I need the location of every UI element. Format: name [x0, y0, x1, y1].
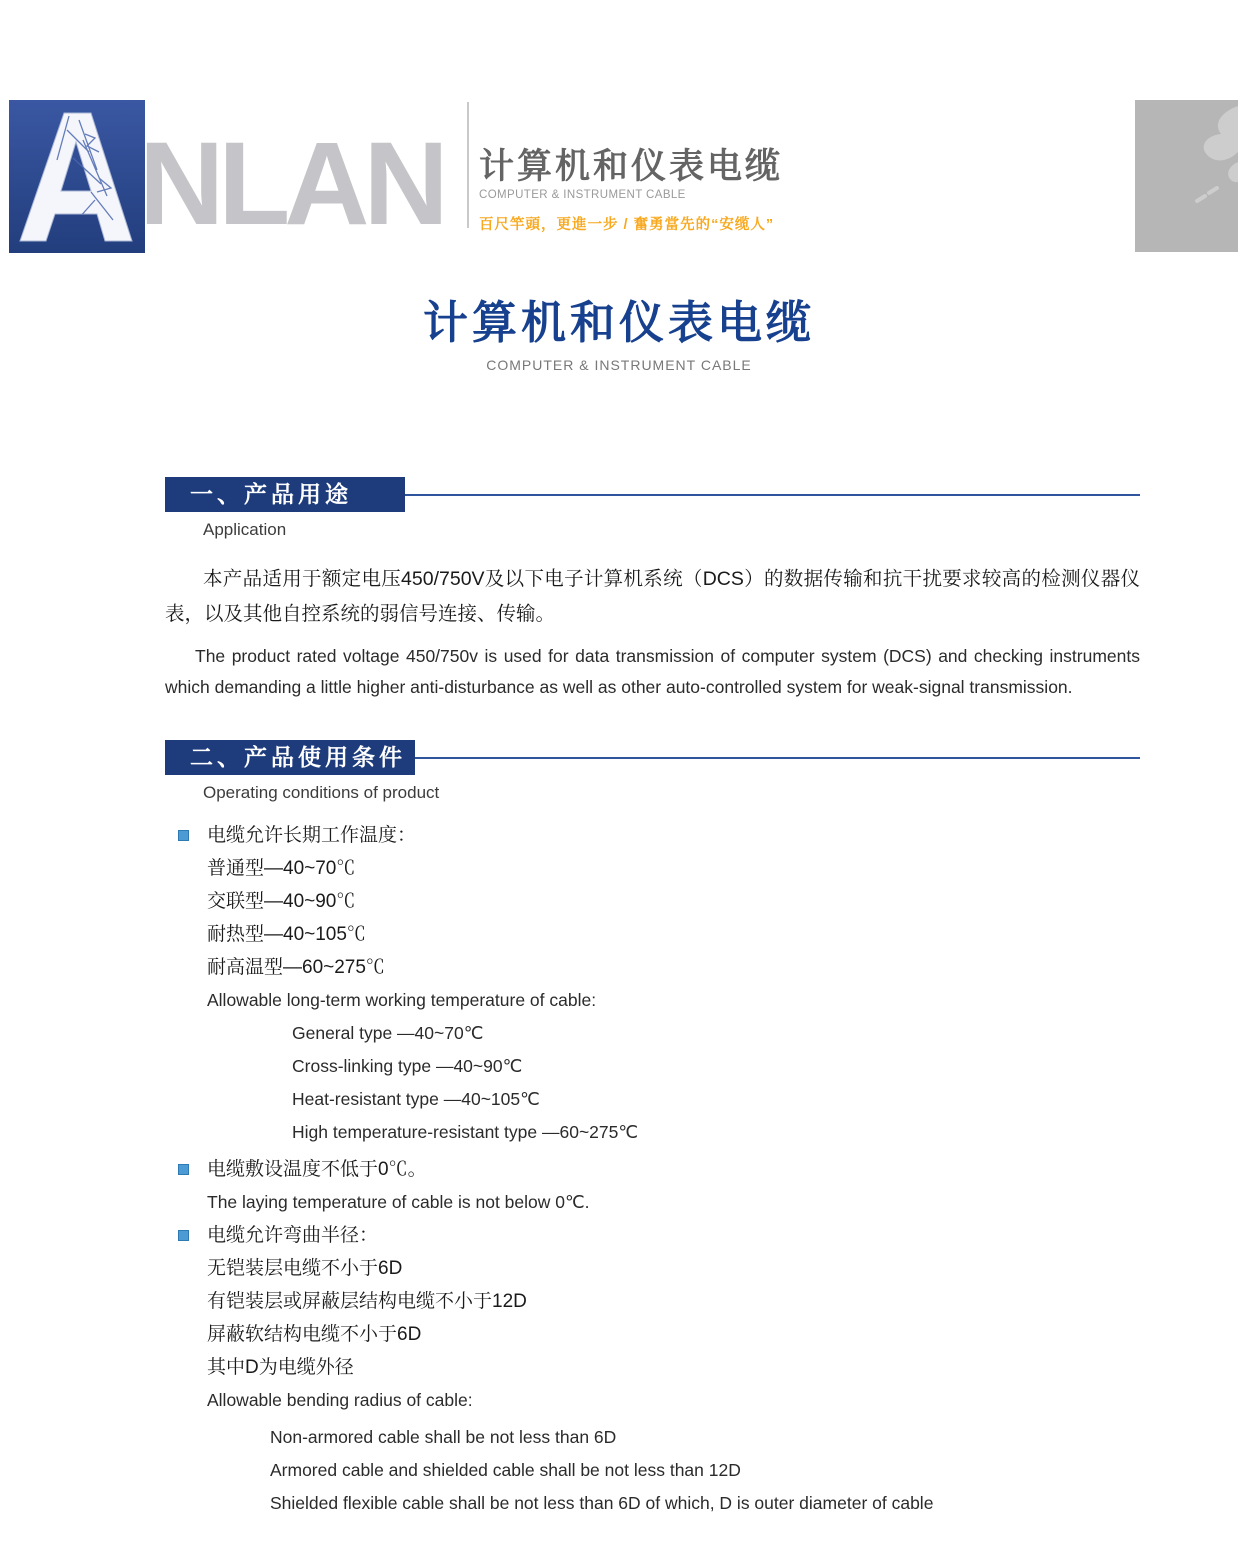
condition-title: 电缆允许弯曲半径： [207, 1225, 379, 1246]
section-heading-rule [405, 494, 1140, 496]
list-item [165, 1219, 1140, 1252]
condition-line: 有铠装层或屏蔽层结构电缆不小于12D [207, 1291, 527, 1312]
condition-line: 耐高温型—60~275℃ [207, 957, 385, 978]
application-paragraph-en: The product rated voltage 450/750v is used for data transmission of computer system (DCS) and checking instruments which demanding a little higher anti-disturbance as well as other auto-controlled system for weak-signal transmission. [165, 646, 1140, 697]
condition-line: 普通型—40~70℃ [207, 858, 356, 879]
condition-title: 电缆敷设温度不低于0℃。 [207, 1159, 427, 1180]
application-paragraph-cn: 本产品适用于额定电压450/750V及以下电子计算机系统（DCS）的数据传输和抗干扰要求较高的检测仪器仪表，以及其他自控系统的弱信号连接、传输。 [165, 568, 1140, 625]
condition-line: 交联型—40~90℃ [207, 891, 356, 912]
header-product-name-cn: 计算机和仪表电缆 [479, 147, 784, 186]
section-application [165, 477, 1140, 703]
anlan-logo-icon [9, 100, 145, 253]
list-item [165, 1153, 1140, 1186]
square-bullet-icon [178, 1230, 189, 1241]
square-bullet-icon [178, 830, 189, 841]
conditions-list [165, 819, 1140, 1520]
condition-line-en: Non-armored cable shall be not less than 6D [270, 1427, 617, 1447]
condition-line-en: Shielded flexible cable shall be not less than 6D of which, D is outer diameter of cable [270, 1493, 934, 1513]
section-operating-conditions [165, 740, 1140, 1520]
condition-line-en: Armored cable and shielded cable shall be not less than 12D [270, 1460, 741, 1480]
condition-line: 无铠装层电缆不小于6D [207, 1258, 403, 1279]
condition-line-en: General type —40~70℃ [292, 1023, 484, 1043]
condition-line: 屏蔽软结构电缆不小于6D [207, 1324, 422, 1345]
condition-line: 耐热型—40~105℃ [207, 924, 366, 945]
header-product-name-en: COMPUTER & INSTRUMENT CABLE [479, 189, 686, 201]
condition-line: 其中D为电缆外径 [207, 1357, 354, 1378]
page-title-cn: 计算机和仪表电缆 [422, 297, 815, 348]
page-title-en: COMPUTER & INSTRUMENT CABLE [486, 357, 752, 373]
corner-leaf-decoration-icon [1135, 100, 1238, 252]
condition-line-en: High temperature-resistant type —60~275℃ [292, 1122, 639, 1142]
list-item [165, 819, 1140, 852]
logo-a-icon [9, 100, 145, 253]
section-2-heading: 二、产品使用条件 [165, 740, 415, 775]
square-bullet-icon [178, 1164, 189, 1175]
section-2-header [165, 740, 1140, 775]
logo-wordmark: NLAN [139, 118, 443, 250]
condition-line-en: Cross-linking type —40~90℃ [292, 1056, 523, 1076]
section-1-subheading: Application [203, 520, 287, 539]
header-divider [467, 102, 469, 228]
condition-line-en: The laying temperature of cable is not below 0℃. [207, 1192, 590, 1212]
condition-title: 电缆允许长期工作温度： [207, 825, 417, 846]
page-title-block [0, 297, 1238, 373]
section-1-header [165, 477, 1140, 512]
condition-line-en: Allowable long-term working temperature of cable: [207, 990, 597, 1010]
condition-line-en: Allowable bending radius of cable: [207, 1390, 473, 1410]
section-2-subheading: Operating conditions of product [203, 783, 440, 802]
section-1-heading: 一、产品用途 [165, 477, 405, 512]
header-product-block [479, 146, 1039, 234]
condition-line-en: Heat-resistant type —40~105℃ [292, 1089, 540, 1109]
header-slogan: 百尺竿頭，更進一步 / 奮勇當先的“安缆人” [479, 217, 775, 233]
section-heading-rule [415, 757, 1140, 759]
